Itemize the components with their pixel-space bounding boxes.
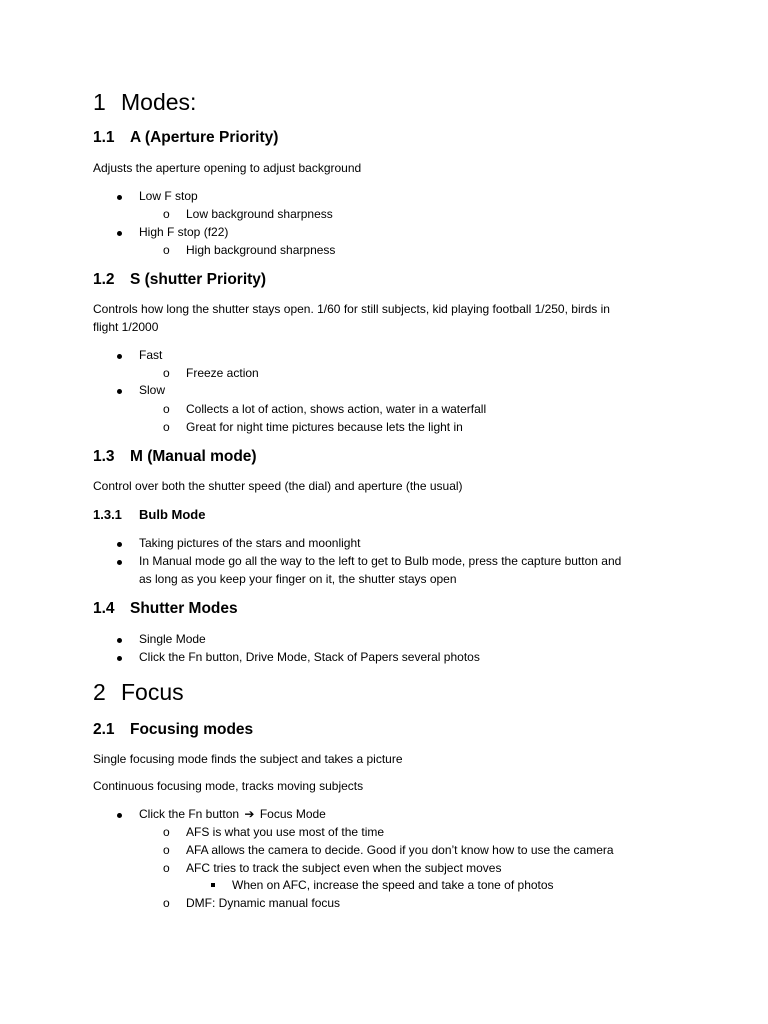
paragraph-line: flight 1/2000 — [93, 320, 159, 334]
fn-text: Click the Fn button — [139, 807, 240, 821]
list-item: Low F stop — [139, 189, 198, 203]
list-item: In Manual mode go all the way to the left to get to Bulb mode, press the capture button and — [139, 554, 622, 568]
heading-1 — [93, 89, 196, 116]
paragraph: Adjusts the aperture opening to adjust background — [93, 161, 362, 175]
circle-marker-icon: o — [163, 825, 170, 839]
list-item: Great for night time pictures because lets the light in — [186, 420, 463, 434]
heading-number: 1.4 — [93, 600, 115, 617]
heading-title: Focusing modes — [130, 721, 254, 738]
heading-1-3 — [93, 448, 257, 466]
heading-number: 1.2 — [93, 271, 115, 288]
list-item: When on AFC, increase the speed and take a tone of photos — [232, 878, 554, 892]
list-item: Collects a lot of action, shows action, water in a waterfall — [186, 402, 487, 416]
list-item — [139, 807, 326, 821]
bullet-icon — [117, 231, 122, 236]
circle-marker-icon: o — [163, 420, 170, 434]
focus-mode-text: Focus Mode — [259, 807, 326, 821]
heading-title: Focus — [121, 679, 184, 705]
heading-number: 2.1 — [93, 721, 115, 738]
heading-title: A (Aperture Priority) — [130, 129, 279, 146]
bullet-icon — [117, 560, 122, 565]
list-item: Freeze action — [186, 366, 259, 380]
bullet-icon — [117, 656, 122, 661]
bullet-icon — [117, 389, 122, 394]
list-item: Click the Fn button, Drive Mode, Stack of Papers several photos — [139, 650, 480, 664]
heading-title: Modes: — [121, 89, 197, 115]
circle-marker-icon: o — [163, 843, 170, 857]
circle-marker-icon: o — [163, 243, 170, 257]
heading-number: 1.3 — [93, 448, 115, 465]
heading-2-1 — [93, 721, 253, 739]
list-item: High background sharpness — [186, 243, 336, 257]
square-bullet-icon — [211, 883, 215, 887]
circle-marker-icon: o — [163, 861, 170, 875]
list-item: High F stop (f22) — [139, 225, 229, 239]
list-item: Fast — [139, 348, 163, 362]
heading-number: 1.1 — [93, 129, 115, 146]
heading-1-2 — [93, 271, 266, 289]
heading-1-4 — [93, 600, 238, 618]
heading-title: S (shutter Priority) — [130, 271, 267, 288]
list-item-continuation: as long as you keep your finger on it, the shutter stays open — [139, 572, 457, 586]
bullet-icon — [117, 354, 122, 359]
paragraph-line: Controls how long the shutter stays open. 1/60 for still subjects, kid playing football 1/250, birds in — [93, 302, 610, 316]
heading-2 — [93, 679, 184, 706]
bullet-icon — [117, 542, 122, 547]
list-item: Taking pictures of the stars and moonlight — [139, 536, 361, 550]
list-item: Slow — [139, 383, 166, 397]
circle-marker-icon: o — [163, 896, 170, 910]
heading-title: Shutter Modes — [130, 600, 238, 617]
bullet-icon — [117, 195, 122, 200]
list-item: Low background sharpness — [186, 207, 333, 221]
bullet-icon — [117, 813, 122, 818]
circle-marker-icon: o — [163, 207, 170, 221]
list-item: DMF: Dynamic manual focus — [186, 896, 341, 910]
right-arrow-icon: ➔ — [244, 807, 255, 821]
list-item: AFC tries to track the subject even when the subject moves — [186, 861, 502, 875]
paragraph: Control over both the shutter speed (the dial) and aperture (the usual) — [93, 479, 463, 493]
list-item: AFA allows the camera to decide. Good if you don’t know how to use the camera — [186, 843, 614, 857]
heading-number: 2 — [93, 679, 106, 705]
bullet-icon — [117, 638, 122, 643]
circle-marker-icon: o — [163, 402, 170, 416]
heading-number: 1 — [93, 89, 106, 115]
heading-title: Bulb Mode — [139, 507, 206, 522]
list-item: AFS is what you use most of the time — [186, 825, 385, 839]
heading-number: 1.3.1 — [93, 507, 122, 522]
paragraph: Continuous focusing mode, tracks moving subjects — [93, 779, 364, 793]
heading-title: M (Manual mode) — [130, 448, 257, 465]
paragraph: Single focusing mode finds the subject and takes a picture — [93, 752, 403, 766]
circle-marker-icon: o — [163, 366, 170, 380]
heading-1-1 — [93, 129, 278, 147]
list-item: Single Mode — [139, 632, 206, 646]
heading-1-3-1 — [93, 507, 205, 522]
